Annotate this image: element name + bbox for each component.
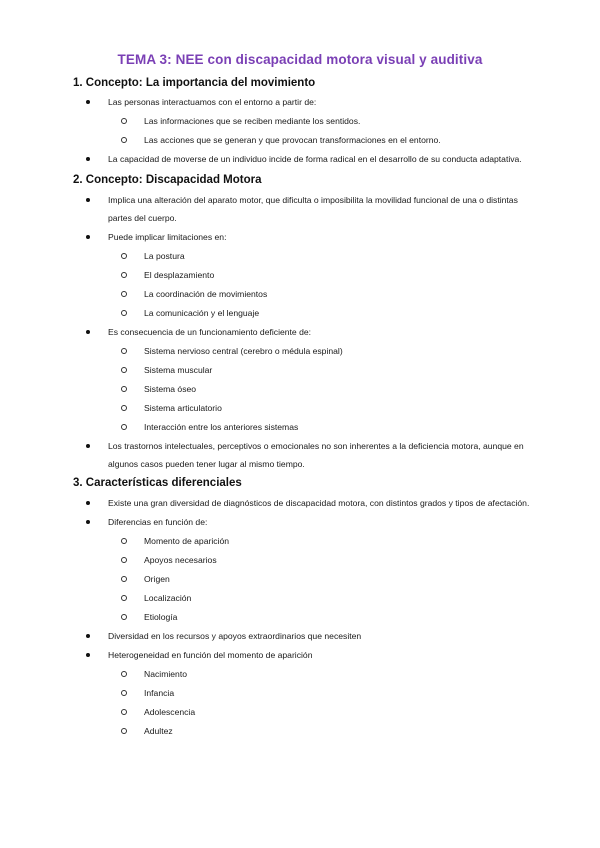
bullet-icon: [86, 235, 90, 239]
hollow-bullet-icon: [121, 538, 127, 544]
hollow-bullet-icon: [121, 310, 127, 316]
bullet-icon: [86, 501, 90, 505]
document-page: TEMA 3: NEE con discapacidad motora visual y auditiva 1. Concepto: La importancia del movimiento Las personas interactuamos con el entorno a partir de: Las informaciones que se reciben mediante los sentidos. Las acciones que se generan y que provocan transformaciones en el entorno. La capacidad de moverse de un individuo incide de forma radical en el desarrollo de su conducta adaptativa. 2. Concepto: Discapacidad Motora Implica una alteración del aparato motor, que dificulta o imposibilita la movilidad funcional de una o distintas partes del cuerpo. Puede implicar limitaciones en: La postura El desplazamiento La coordinación de movimientos La comunicación y el lenguaje Es consecuencia de un funcionamiento deficiente de: Sistema nervioso central (cerebro o médula espinal) Sistema muscular Sistema óseo Sistema articulatorio Interacción entre los anteriores sistemas Los trastornos intelectuales, perceptivos o emocionales no son inherentes a la deficiencia motora, aunque en algunos casos pueden tener lugar al mismo tiempo. 3. Características diferenciales Existe una gran diversidad de diagnósticos de discapacidad motora, con distintos grados y tipos de afectación. Diferencias en función de: Momento de aparición Apoyos necesarios Origen Localización Etiología Diversidad en los recursos y apoyos extraordinarios que necesiten Heterogeneidad en función del momento de aparición Nacimiento Infancia Adolescencia Adultez: [0, 0, 600, 848]
hollow-bullet-icon: [121, 557, 127, 563]
hollow-bullet-icon: [121, 424, 127, 430]
hollow-bullet-icon: [121, 614, 127, 620]
bullet-icon: [86, 653, 90, 657]
hollow-bullet-icon: [121, 595, 127, 601]
hollow-bullet-icon: [121, 118, 127, 124]
hollow-bullet-icon: [121, 253, 127, 259]
hollow-bullet-icon: [121, 137, 127, 143]
section-heading: 1. Concepto: La importancia del movimiento: [73, 77, 316, 89]
hollow-bullet-icon: [121, 405, 127, 411]
bullet-icon: [86, 198, 90, 202]
hollow-bullet-icon: [121, 291, 127, 297]
hollow-bullet-icon: [121, 348, 127, 354]
hollow-bullet-icon: [121, 272, 127, 278]
section-heading: 2. Concepto: Discapacidad Motora: [73, 174, 262, 186]
hollow-bullet-icon: [121, 367, 127, 373]
bullet-icon: [86, 330, 90, 334]
section-heading: 3. Características diferenciales: [73, 477, 242, 489]
hollow-bullet-icon: [121, 728, 127, 734]
hollow-bullet-icon: [121, 709, 127, 715]
bullet-icon: [86, 520, 90, 524]
hollow-bullet-icon: [121, 690, 127, 696]
document-title: TEMA 3: NEE con discapacidad motora visual y auditiva: [117, 52, 483, 67]
bullet-icon: [86, 444, 90, 448]
hollow-bullet-icon: [121, 386, 127, 392]
bullet-icon: [86, 100, 90, 104]
hollow-bullet-icon: [121, 576, 127, 582]
bullet-icon: [86, 157, 90, 161]
bullet-icon: [86, 634, 90, 638]
hollow-bullet-icon: [121, 671, 127, 677]
